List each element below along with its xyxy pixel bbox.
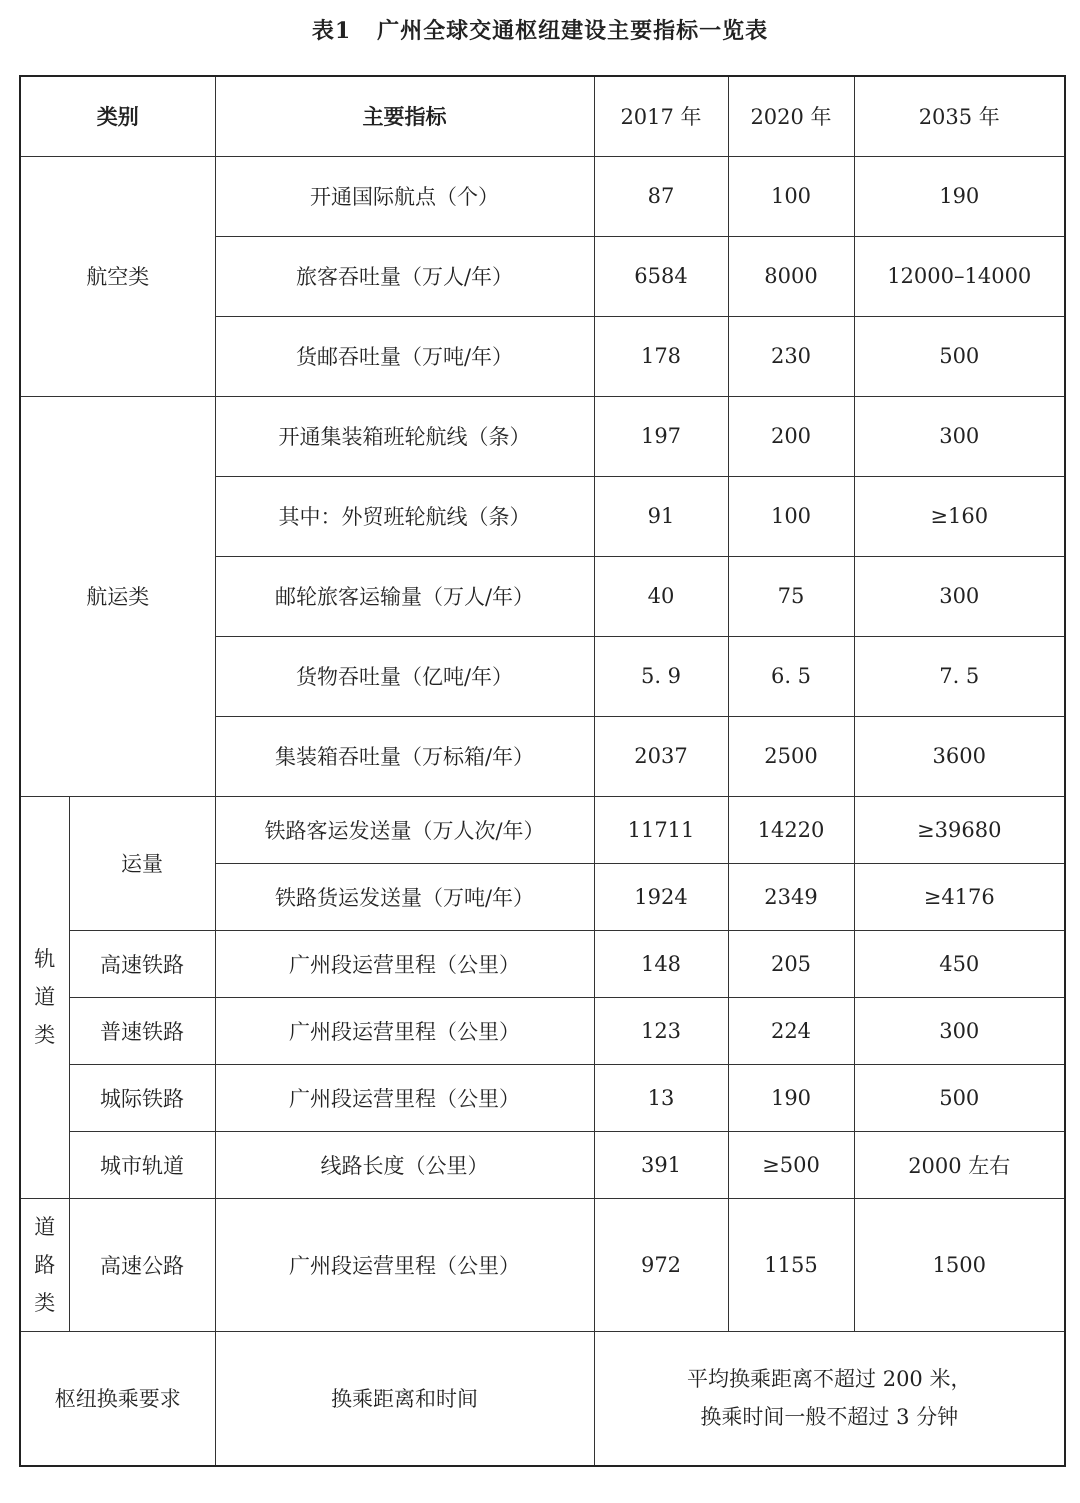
cell-2017: 91 [594,476,728,556]
cell-indicator: 货物吞吐量（亿吨/年） [215,636,594,716]
cell-2035: ≥39680 [854,796,1065,863]
table-title [0,14,1080,45]
group-rail-char: 道 [34,985,56,1009]
hub-requirement-line: 换乘时间一般不超过 3 分钟 [700,1405,959,1430]
cell-2035: 2000 左右 [854,1131,1065,1198]
group-rail [20,796,69,1198]
subgroup-urban-rail: 城市轨道 [69,1131,215,1198]
cell-2017: 972 [594,1198,728,1331]
table-row [20,1064,1065,1131]
group-road-char: 类 [34,1290,56,1315]
cell-indicator: 邮轮旅客运输量（万人/年） [215,556,594,636]
cell-indicator: 广州段运营里程（公里） [215,930,594,997]
table-row [20,997,1065,1064]
cell-2035: ≥4176 [854,863,1065,930]
cell-2017: 11711 [594,796,728,863]
cell-indicator: 广州段运营里程（公里） [215,1064,594,1131]
cell-2020: 2500 [728,716,854,796]
cell-indicator: 集装箱吞吐量（万标箱/年） [215,716,594,796]
table-row [20,156,1065,236]
cell-2035: ≥160 [854,476,1065,556]
group-rail-char: 类 [34,1023,56,1047]
cell-2020: 100 [728,476,854,556]
cell-indicator: 旅客吞吐量（万人/年） [215,236,594,316]
cell-2020: ≥500 [728,1131,854,1198]
cell-2035: 190 [854,156,1065,236]
cell-hub-requirement [594,1331,1065,1466]
cell-2035: 300 [854,396,1065,476]
cell-2017: 13 [594,1064,728,1131]
subgroup-rail-volume: 运量 [69,796,215,930]
group-hub: 枢纽换乘要求 [20,1331,215,1466]
table-row [20,396,1065,476]
cell-2035: 7. 5 [854,636,1065,716]
cell-2020: 2349 [728,863,854,930]
cell-2017: 148 [594,930,728,997]
cell-2017: 391 [594,1131,728,1198]
cell-2017: 178 [594,316,728,396]
cell-2017: 6584 [594,236,728,316]
cell-indicator: 铁路客运发送量（万人次/年） [215,796,594,863]
cell-2020: 1155 [728,1198,854,1331]
cell-indicator: 货邮吞吐量（万吨/年） [215,316,594,396]
indicator-table [19,75,1066,1467]
cell-2020: 6. 5 [728,636,854,716]
cell-2020: 224 [728,997,854,1064]
cell-indicator: 广州段运营里程（公里） [215,997,594,1064]
table-row [20,796,1065,863]
group-road [20,1198,69,1331]
cell-indicator: 换乘距离和时间 [215,1331,594,1466]
header-2035: 2035 年 [854,76,1065,156]
cell-2017: 1924 [594,863,728,930]
subgroup-intercity-rail: 城际铁路 [69,1064,215,1131]
table-row [20,930,1065,997]
group-road-char: 路 [34,1252,56,1277]
hub-requirement-line: 平均换乘距离不超过 200 米， [687,1367,972,1392]
header-indicator: 主要指标 [215,76,594,156]
cell-indicator: 开通集装箱班轮航线（条） [215,396,594,476]
cell-2020: 14220 [728,796,854,863]
cell-2035: 300 [854,997,1065,1064]
table-row [20,1331,1065,1466]
subgroup-expressway: 高速公路 [69,1198,215,1331]
header-2017: 2017 年 [594,76,728,156]
cell-2020: 230 [728,316,854,396]
subgroup-highspeed-rail: 高速铁路 [69,930,215,997]
subgroup-normal-rail: 普速铁路 [69,997,215,1064]
group-rail-char: 轨 [34,947,56,971]
group-aviation: 航空类 [20,156,215,396]
cell-2017: 2037 [594,716,728,796]
cell-2020: 200 [728,396,854,476]
cell-indicator: 广州段运营里程（公里） [215,1198,594,1331]
group-shipping: 航运类 [20,396,215,796]
cell-2035: 12000–14000 [854,236,1065,316]
header-category: 类别 [20,76,215,156]
table-title-text: 广州全球交通枢纽建设主要指标一览表 [377,18,769,44]
table-header-row [20,76,1065,156]
table-number: 表1 [311,18,352,44]
cell-2020: 75 [728,556,854,636]
cell-2035: 300 [854,556,1065,636]
cell-2035: 3600 [854,716,1065,796]
table-row [20,1131,1065,1198]
cell-2020: 8000 [728,236,854,316]
cell-2017: 5. 9 [594,636,728,716]
table-row [20,1198,1065,1331]
cell-indicator: 铁路货运发送量（万吨/年） [215,863,594,930]
group-road-char: 道 [34,1214,56,1239]
cell-2020: 205 [728,930,854,997]
cell-2017: 87 [594,156,728,236]
cell-2035: 450 [854,930,1065,997]
header-2020: 2020 年 [728,76,854,156]
cell-2020: 100 [728,156,854,236]
cell-indicator: 线路长度（公里） [215,1131,594,1198]
cell-indicator: 开通国际航点（个） [215,156,594,236]
cell-2017: 197 [594,396,728,476]
cell-2017: 123 [594,997,728,1064]
cell-2035: 500 [854,1064,1065,1131]
cell-2017: 40 [594,556,728,636]
cell-2020: 190 [728,1064,854,1131]
cell-2035: 1500 [854,1198,1065,1331]
cell-2035: 500 [854,316,1065,396]
cell-indicator: 其中：外贸班轮航线（条） [215,476,594,556]
